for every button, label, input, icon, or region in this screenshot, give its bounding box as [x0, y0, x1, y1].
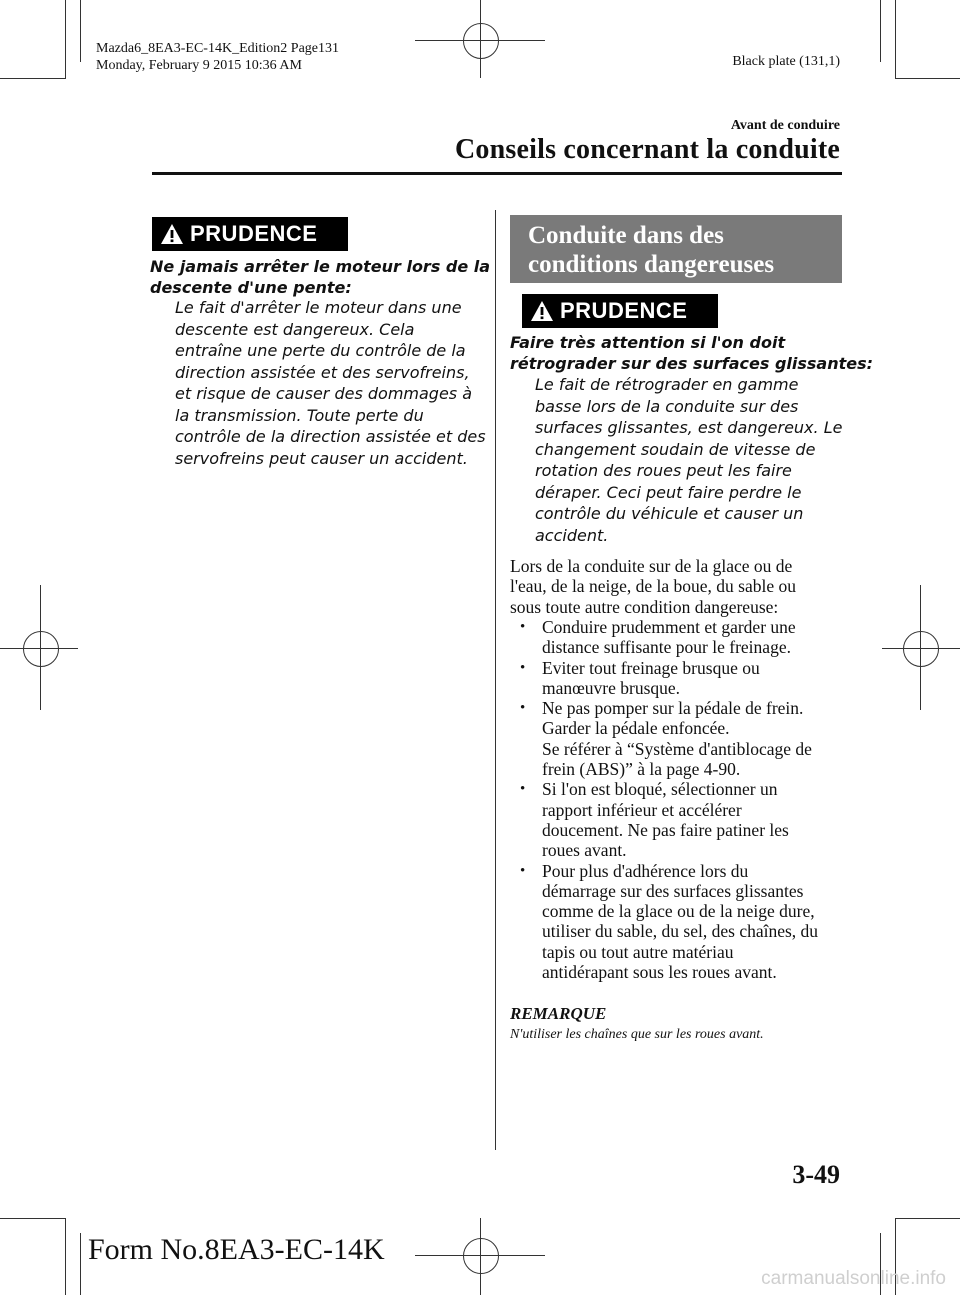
right-warning-heading	[510, 332, 873, 374]
left-warning-line: Le fait d'arrêter le moteur dans une	[175, 298, 462, 317]
list-item-line: utiliser du sable, du sel, des chaînes, du	[542, 921, 819, 942]
file-info-line1: Mazda6_8EA3-EC-14K_Edition2 Page131	[96, 41, 340, 56]
right-warning-line: rotation des roues peut les faire	[535, 461, 792, 480]
right-warning-line: basse lors de la conduite sur des	[535, 396, 799, 416]
page-number: 3-49	[792, 1160, 840, 1189]
left-warning-heading	[150, 256, 490, 298]
left-warning-heading-line: descente d'une pente:	[150, 278, 352, 297]
page-title: Conseils concernant la conduite	[455, 134, 840, 165]
list-item	[518, 617, 818, 658]
right-warning-line: contrôle du véhicule et causer un	[535, 504, 804, 523]
plate-label: Black plate (131,1)	[732, 54, 840, 69]
list-item-line: • Pour plus d'adhérence lors du	[542, 860, 749, 881]
left-warning-line: la transmission. Toute perte du	[175, 405, 424, 425]
left-warning-line: direction assistée et des servofreins,	[175, 362, 470, 382]
section-label: Avant de conduire	[730, 118, 840, 133]
intro-line: Lors de la conduite sur de la glace ou de	[510, 556, 793, 576]
right-warning-line: Le fait de rétrograder en gamme	[535, 375, 799, 394]
left-warning-line: entraîne une perte du contrôle de la	[175, 341, 466, 360]
right-warning-line: déraper. Ceci peut faire perdre le	[535, 482, 802, 502]
left-warning-line: contrôle de la direction assistée et des	[175, 427, 486, 446]
prudence-banner-right	[522, 294, 718, 328]
list-item	[518, 779, 818, 860]
header-rule	[152, 172, 842, 175]
right-warning-line: surfaces glissantes, est dangereux. Le	[535, 418, 843, 437]
list-item-line: antidérapant sous les roues avant.	[542, 962, 777, 983]
list-item-line: manœuvre brusque.	[542, 677, 681, 698]
remarque-heading: REMARQUE	[510, 1004, 607, 1023]
file-info-line2: Monday, February 9 2015 10:36 AM	[96, 58, 302, 73]
intro-line: sous toute autre condition dangereuse:	[510, 596, 779, 617]
left-warning-line: descente est dangereux. Cela	[175, 319, 415, 339]
file-info	[96, 40, 339, 74]
list-item-line: • Eviter tout freinage brusque ou	[542, 657, 760, 678]
list-item	[518, 698, 818, 779]
list-item	[518, 658, 818, 699]
warning-icon	[530, 300, 554, 322]
right-warning-line: changement soudain de vitesse de	[535, 439, 816, 459]
list-item-line: Se référer à “Système d'antiblocage de	[542, 738, 812, 759]
right-warning-heading-line: rétrograder sur des surfaces glissantes:	[510, 354, 874, 373]
list-item-line: rapport inférieur et accélérer	[542, 799, 742, 820]
list-item-line: • Ne pas pomper sur la pédale de frein.	[542, 698, 804, 719]
left-warning-heading-line: Ne jamais arrêter le moteur lors de la	[150, 257, 491, 276]
remarque-text: N'utiliser les chaînes que sur les roues avant.	[510, 1027, 764, 1042]
watermark: carmanualsonline.info	[761, 1268, 946, 1289]
list-item-line: doucement. Ne pas faire patiner les	[542, 819, 789, 840]
list-item-line: comme de la glace ou de la neige dure,	[542, 901, 815, 922]
section-title-banner	[510, 215, 842, 283]
right-warning-heading-line: Faire très attention si l'on doit	[510, 333, 786, 352]
list-item-line: roues avant.	[542, 840, 627, 861]
list-item	[518, 861, 818, 983]
left-warning-line: servofreins peut causer un accident.	[175, 448, 468, 468]
prudence-label-right: PRUDENCE	[560, 298, 688, 323]
left-warning-line: et risque de causer des dommages à	[175, 384, 473, 403]
column-divider	[495, 210, 496, 1150]
list-item-line: tapis ou tout autre matériau	[542, 941, 734, 962]
left-warning-body	[175, 297, 486, 469]
intro-paragraph	[510, 556, 796, 617]
list-item-line: Garder la pédale enfoncée.	[542, 718, 730, 739]
list-item-line: démarrage sur des surfaces glissantes	[542, 880, 804, 901]
tips-list	[518, 617, 818, 982]
form-number: Form No.8EA3-EC-14K	[88, 1233, 385, 1266]
prudence-banner-left	[152, 217, 348, 251]
section-title-line: Conduite dans des	[528, 222, 724, 249]
list-item-line: • Conduire prudemment et garder une	[542, 617, 796, 637]
section-title-line: conditions dangereuses	[528, 251, 775, 278]
list-item-line: • Si l'on est bloqué, sélectionner un	[542, 779, 778, 800]
warning-icon	[160, 223, 184, 245]
prudence-label-left: PRUDENCE	[190, 221, 318, 246]
list-item-line: distance suffisante pour le freinage.	[542, 637, 791, 658]
right-warning-line: accident.	[535, 525, 609, 545]
list-item-line: frein (ABS)” à la page 4-90.	[542, 759, 741, 780]
intro-line: l'eau, de la neige, de la boue, du sable ou	[510, 576, 796, 597]
right-warning-body	[535, 374, 842, 546]
